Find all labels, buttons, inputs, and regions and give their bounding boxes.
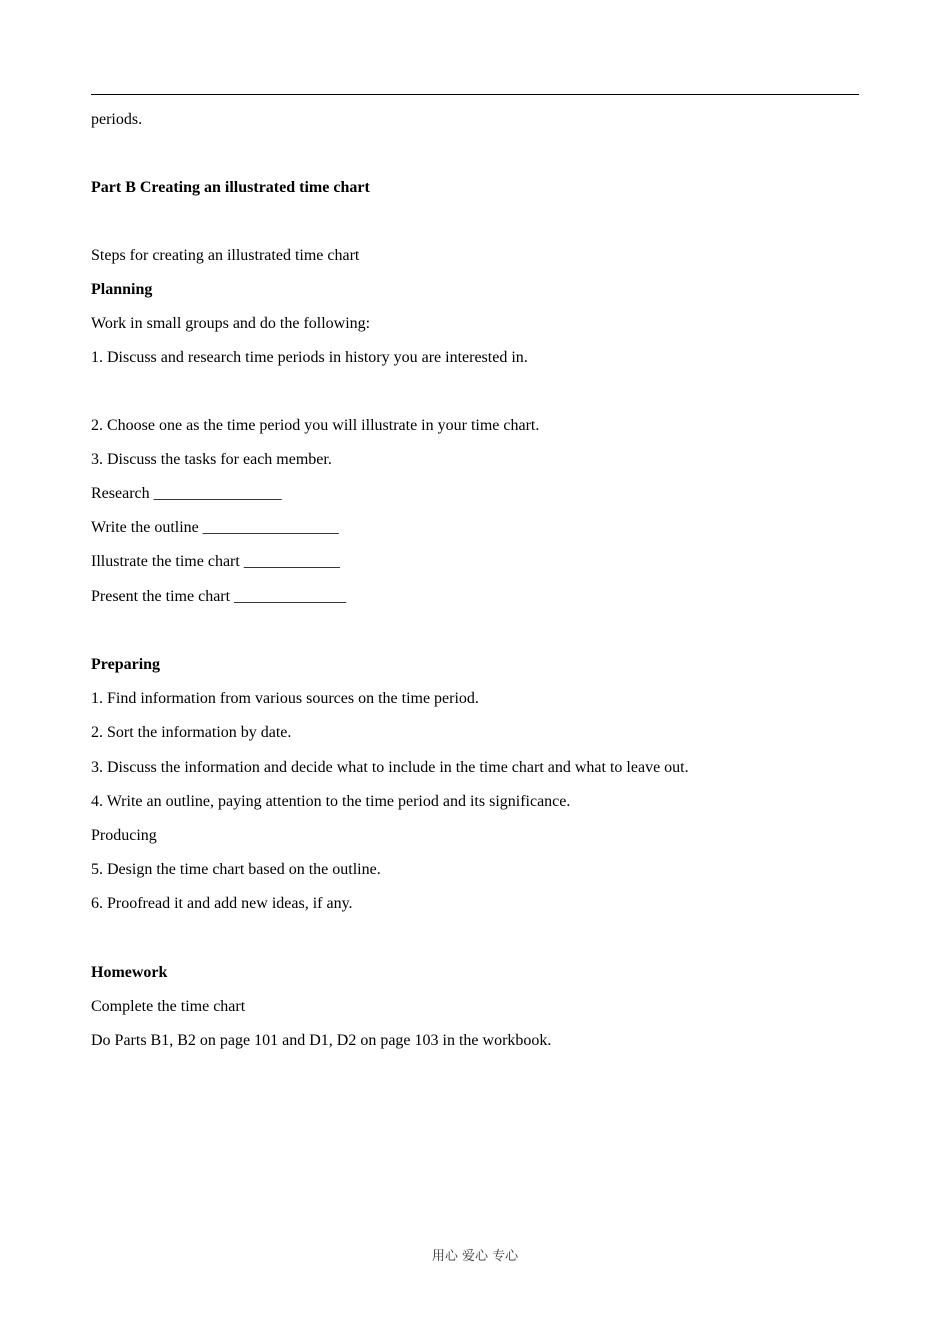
homework-item: Do Parts B1, B2 on page 101 and D1, D2 on page 103 in the workbook. [91, 1032, 552, 1049]
task-write-outline: Write the outline _________________ [91, 519, 339, 536]
header-rule [91, 94, 859, 95]
planning-item: 2. Choose one as the time period you will illustrate in your time chart. [91, 417, 540, 434]
preparing-item: 2. Sort the information by date. [91, 724, 292, 741]
planning-item: 3. Discuss the tasks for each member. [91, 451, 332, 468]
planning-intro: Work in small groups and do the following: [91, 315, 371, 332]
preparing-heading: Preparing [91, 656, 161, 673]
producing-heading: Producing [91, 827, 157, 844]
producing-item: 6. Proofread it and add new ideas, if any. [91, 895, 353, 912]
preparing-item: 3. Discuss the information and decide what to include in the time chart and what to leave out. [91, 759, 689, 776]
steps-intro: Steps for creating an illustrated time chart [91, 247, 360, 264]
part-b-heading: Part B Creating an illustrated time chart [91, 179, 370, 196]
planning-item: 1. Discuss and research time periods in history you are interested in. [91, 349, 528, 366]
preparing-item: 1. Find information from various sources on the time period. [91, 690, 479, 707]
task-research: Research ________________ [91, 485, 282, 502]
homework-heading: Homework [91, 964, 168, 981]
task-present: Present the time chart ______________ [91, 588, 347, 605]
planning-heading: Planning [91, 281, 153, 298]
producing-item: 5. Design the time chart based on the outline. [91, 861, 381, 878]
page-footer: 用心 爱心 专心 [431, 1249, 519, 1264]
task-illustrate: Illustrate the time chart ____________ [91, 553, 340, 570]
homework-item: Complete the time chart [91, 998, 246, 1015]
continuation-text: periods. [91, 111, 143, 128]
preparing-item: 4. Write an outline, paying attention to the time period and its significance. [91, 793, 571, 810]
